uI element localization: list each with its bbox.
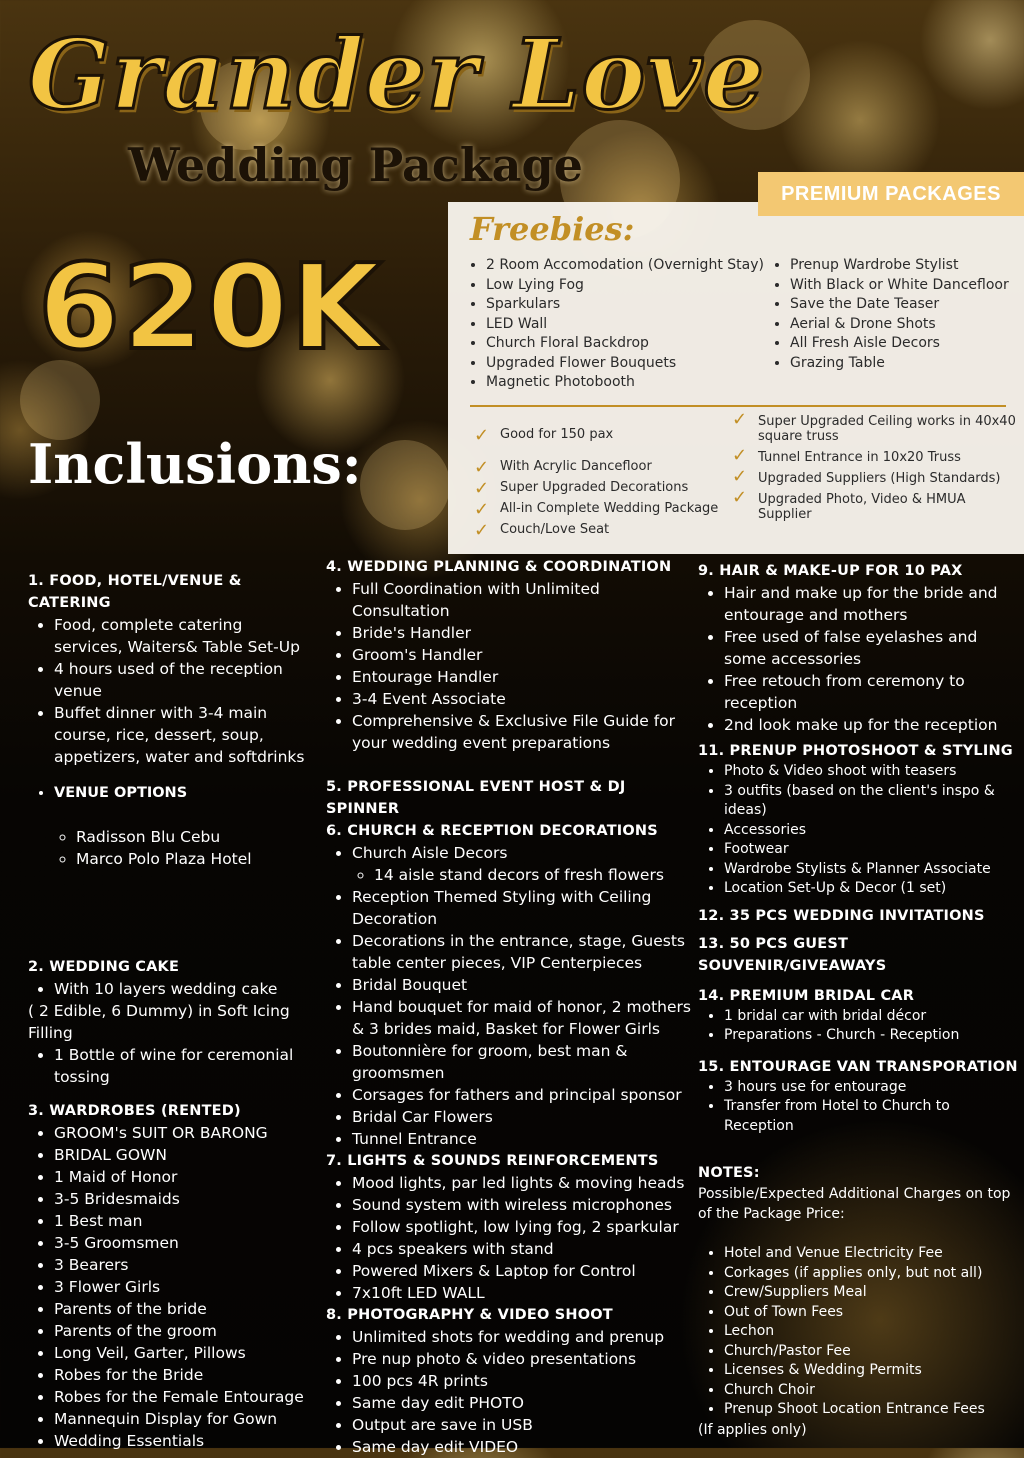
- list-item: • Same day edit VIDEO: [352, 1436, 692, 1458]
- list-item: • Save the Date Teaser: [790, 295, 1009, 315]
- list-item: ✓ All-in Complete Wedding Package: [474, 499, 719, 520]
- list-item: • LED Wall: [486, 315, 764, 335]
- list-item: • Bridal Car Flowers: [352, 1106, 692, 1128]
- section-heading: 4. WEDDING PLANNING & COORDINATION: [326, 559, 672, 575]
- venue-list: [28, 826, 310, 870]
- list-item: • Footwear: [724, 840, 1018, 860]
- list-item: ✓ Upgraded Photo, Video & HMUA Supplier: [732, 487, 966, 522]
- list-item: • Photo & Video shoot with teasers: [724, 762, 1018, 782]
- list-item: • Free retouch from ceremony to reception: [724, 670, 1018, 714]
- check-icon: ✓: [474, 499, 490, 520]
- list-item: ✓ With Acrylic Dancefloor: [474, 457, 652, 478]
- list-item: • Reception Themed Styling with Ceiling Decoration: [352, 886, 692, 930]
- section-heading: 9. HAIR & MAKE-UP FOR 10 PAX: [698, 563, 963, 579]
- list-item: ◦ Marco Polo Plaza Hotel: [76, 848, 310, 870]
- list-item: • 2nd look make up for the reception: [724, 714, 1018, 736]
- list-item: • Mood lights, par led lights & moving heads: [352, 1172, 692, 1194]
- inclusions-column-3: [698, 560, 1018, 1440]
- list-item: • Tunnel Entrance: [352, 1128, 692, 1150]
- list-item: • 3-4 Event Associate: [352, 688, 692, 710]
- list-item: • 3 Flower Girls: [54, 1276, 310, 1298]
- section-heading: 11. PRENUP PHOTOSHOOT & STYLING: [698, 743, 1013, 759]
- list-item: • 3 hours use for entourage: [724, 1078, 1018, 1098]
- list-item: • Prenup Shoot Location Entrance Fees: [724, 1400, 1018, 1420]
- list-item: • Powered Mixers & Laptop for Control: [352, 1260, 692, 1282]
- list-item: • Robes for the Female Entourage: [54, 1386, 310, 1408]
- list-item: • Parents of the bride: [54, 1298, 310, 1320]
- page-title: Grander Love: [28, 18, 766, 131]
- list-item: • Licenses & Wedding Permits: [724, 1361, 1018, 1381]
- list-item: • 100 pcs 4R prints: [352, 1370, 692, 1392]
- list-item: • GROOM's SUIT OR BARONG: [54, 1122, 310, 1144]
- list-item: • Bride's Handler: [352, 622, 692, 644]
- notes-heading: NOTES:: [698, 1165, 760, 1181]
- list-item: • Wedding Essentials: [54, 1430, 310, 1452]
- check-icon: ✓: [732, 445, 748, 466]
- section-heading: 1. FOOD, HOTEL/VENUE & CATERING: [28, 573, 242, 611]
- section-heading: 12. 35 PCS WEDDING INVITATIONS: [698, 907, 985, 924]
- list-item: • Bridal Bouquet: [352, 974, 692, 996]
- section-list: [698, 1007, 1018, 1046]
- list-item: • Parents of the groom: [54, 1320, 310, 1342]
- list-item: • Buffet dinner with 3-4 main course, rice, dessert, soup, appetizers, water and softdrinks: [54, 702, 310, 768]
- venue-options-heading: • VENUE OPTIONS: [54, 782, 310, 804]
- section-list: [28, 1122, 310, 1452]
- section-heading: 8. PHOTOGRAPHY & VIDEO SHOOT: [326, 1307, 613, 1323]
- inclusions-column-2: [326, 556, 692, 1458]
- freebies-list-right: [772, 256, 1009, 373]
- divider: [470, 405, 1006, 407]
- list-item: • Out of Town Fees: [724, 1303, 1018, 1323]
- check-icon: ✓: [732, 466, 748, 487]
- notes-list: [698, 1244, 1018, 1420]
- check-icon: ✓: [474, 520, 490, 541]
- list-item: • BRIDAL GOWN: [54, 1144, 310, 1166]
- section-list: [28, 1044, 310, 1088]
- list-item: • Grazing Table: [790, 354, 1009, 374]
- list-item-continuation: ( 2 Edible, 6 Dummy) in Soft Icing Filling: [28, 1002, 290, 1042]
- list-item: • Decorations in the entrance, stage, Guests table center pieces, VIP Centerpieces: [352, 930, 692, 974]
- section-heading: 13. 50 PCS GUEST SOUVENIR/GIVEAWAYS: [698, 935, 887, 974]
- check-icon: ✓: [474, 478, 490, 499]
- list-item: • 3-5 Bridesmaids: [54, 1188, 310, 1210]
- list-item: • Full Coordination with Unlimited Consultation: [352, 578, 692, 622]
- list-item: • Output are save in USB: [352, 1414, 692, 1436]
- section-heading: 2. WEDDING CAKE: [28, 959, 180, 975]
- list-item: • Food, complete catering services, Waiters& Table Set-Up: [54, 614, 310, 658]
- list-item: ◦ 14 aisle stand decors of fresh flowers: [374, 864, 692, 886]
- list-item: • All Fresh Aisle Decors: [790, 334, 1009, 354]
- list-item: • Long Veil, Garter, Pillows: [54, 1342, 310, 1364]
- section-list: [326, 1326, 692, 1458]
- section-list: [698, 762, 1018, 899]
- list-item: • With 10 layers wedding cake: [54, 978, 310, 1000]
- list-item: • Hair and make up for the bride and entourage and mothers: [724, 582, 1018, 626]
- list-item: • Corkages (if applies only, but not all): [724, 1264, 1018, 1284]
- list-item: • Hand bouquet for maid of honor, 2 mothers & 3 brides maid, Basket for Flower Girls: [352, 996, 692, 1040]
- list-item: • 2 Room Accomodation (Overnight Stay): [486, 256, 764, 276]
- section-list: [698, 582, 1018, 736]
- list-item: • Church Aisle Decors: [352, 842, 692, 864]
- section-list: [28, 614, 310, 768]
- list-item: • Church/Pastor Fee: [724, 1342, 1018, 1362]
- list-item: ✓ Tunnel Entrance in 10x20 Truss: [732, 445, 961, 466]
- section-heading: 3. WARDROBES (RENTED): [28, 1103, 241, 1119]
- list-item: • Follow spotlight, low lying fog, 2 sparkular: [352, 1216, 692, 1238]
- list-item: • Comprehensive & Exclusive File Guide for your wedding event preparations: [352, 710, 692, 754]
- section-sublist: [326, 864, 692, 886]
- bokeh-light: [360, 440, 450, 530]
- list-item: • Entourage Handler: [352, 666, 692, 688]
- list-item: • 7x10ft LED WALL: [352, 1282, 692, 1304]
- section-heading: 15. ENTOURAGE VAN TRANSPORATION: [698, 1058, 1018, 1075]
- list-item: • Sound system with wireless microphones: [352, 1194, 692, 1216]
- notes-footnote: (If applies only): [698, 1421, 807, 1438]
- list-item: • Same day edit PHOTO: [352, 1392, 692, 1414]
- list-item: • 1 Best man: [54, 1210, 310, 1232]
- list-item: • Aerial & Drone Shots: [790, 315, 1009, 335]
- inclusions-column-1: [28, 570, 310, 1452]
- list-item: • With Black or White Dancefloor: [790, 276, 1009, 296]
- list-item: • 1 Bottle of wine for ceremonial tossing: [54, 1044, 310, 1088]
- check-icon: ✓: [732, 487, 748, 508]
- list-item: • Boutonnière for groom, best man & groomsmen: [352, 1040, 692, 1084]
- list-item: • Prenup Wardrobe Stylist: [790, 256, 1009, 276]
- list-item: • Mannequin Display for Gown: [54, 1408, 310, 1430]
- list-item: • Crew/Suppliers Meal: [724, 1283, 1018, 1303]
- premium-packages-badge: PREMIUM PACKAGES: [758, 172, 1024, 216]
- list-item: • Upgraded Flower Bouquets: [486, 354, 764, 374]
- section-heading: 6. CHURCH & RECEPTION DECORATIONS: [326, 823, 658, 839]
- list-item: • Location Set-Up & Decor (1 set): [724, 879, 1018, 899]
- check-icon: ✓: [732, 409, 748, 430]
- list-item: • 3 Bearers: [54, 1254, 310, 1276]
- section-list: [326, 886, 692, 1150]
- list-item: • Robes for the Bride: [54, 1364, 310, 1386]
- list-item: • 3-5 Groomsmen: [54, 1232, 310, 1254]
- venue-options-list: [28, 782, 310, 804]
- section-heading: 7. LIGHTS & SOUNDS REINFORCEMENTS: [326, 1153, 659, 1169]
- inclusions-title: Inclusions:: [28, 432, 362, 496]
- highlights-list-left: [474, 427, 718, 543]
- list-item: • Corsages for fathers and principal sponsor: [352, 1084, 692, 1106]
- list-item: • 4 pcs speakers with stand: [352, 1238, 692, 1260]
- list-item: ✓ Couch/Love Seat: [474, 520, 610, 541]
- list-item: ✓ Super Upgraded Decorations: [474, 478, 689, 499]
- check-icon: ✓: [474, 457, 490, 478]
- section-heading: 14. PREMIUM BRIDAL CAR: [698, 987, 915, 1004]
- list-item: ✓ Upgraded Suppliers (High Standards): [732, 466, 1001, 487]
- highlights-list-right: [732, 409, 1016, 528]
- list-item: ✓ Good for 150 pax: [474, 425, 614, 446]
- list-item: ◦ Radisson Blu Cebu: [76, 826, 310, 848]
- section-list: [28, 978, 310, 1000]
- list-item: • Pre nup photo & video presentations: [352, 1348, 692, 1370]
- list-item: • Sparkulars: [486, 295, 764, 315]
- list-item: • 1 bridal car with bridal décor: [724, 1007, 1018, 1027]
- list-item: • Groom's Handler: [352, 644, 692, 666]
- list-item: • 1 Maid of Honor: [54, 1166, 310, 1188]
- package-price: 620K: [38, 238, 384, 376]
- list-item: • Church Floral Backdrop: [486, 334, 764, 354]
- list-item: • Accessories: [724, 821, 1018, 841]
- list-item: • 3 outfits (based on the client's inspo & ideas): [724, 782, 1018, 821]
- section-list: [698, 1078, 1018, 1137]
- check-icon: ✓: [474, 425, 490, 446]
- list-item: • Church Choir: [724, 1381, 1018, 1401]
- list-item: • Lechon: [724, 1322, 1018, 1342]
- list-item: • Low Lying Fog: [486, 276, 764, 296]
- list-item: • Preparations - Church - Reception: [724, 1026, 1018, 1046]
- list-item: • Wardrobe Stylists & Planner Associate: [724, 860, 1018, 880]
- list-item: • Transfer from Hotel to Church to Reception: [724, 1097, 1018, 1136]
- list-item: ✓ Super Upgraded Ceiling works in 40x40 square truss: [732, 409, 1016, 444]
- freebies-title: Freebies:: [470, 210, 635, 248]
- list-item: • Magnetic Photobooth: [486, 373, 764, 393]
- section-list: [326, 578, 692, 754]
- section-list: [326, 1172, 692, 1304]
- notes-intro: Possible/Expected Additional Charges on top of the Package Price:: [698, 1186, 1011, 1222]
- list-item: • Free used of false eyelashes and some accessories: [724, 626, 1018, 670]
- page-subtitle: Wedding Package: [128, 138, 583, 192]
- list-item: • Unlimited shots for wedding and prenup: [352, 1326, 692, 1348]
- freebies-list-left: [468, 256, 764, 393]
- section-list: [326, 842, 692, 864]
- freebies-panel: [448, 202, 1024, 554]
- section-heading: 5. PROFESSIONAL EVENT HOST & DJ SPINNER: [326, 779, 626, 817]
- list-item: • 4 hours used of the reception venue: [54, 658, 310, 702]
- list-item: • Hotel and Venue Electricity Fee: [724, 1244, 1018, 1264]
